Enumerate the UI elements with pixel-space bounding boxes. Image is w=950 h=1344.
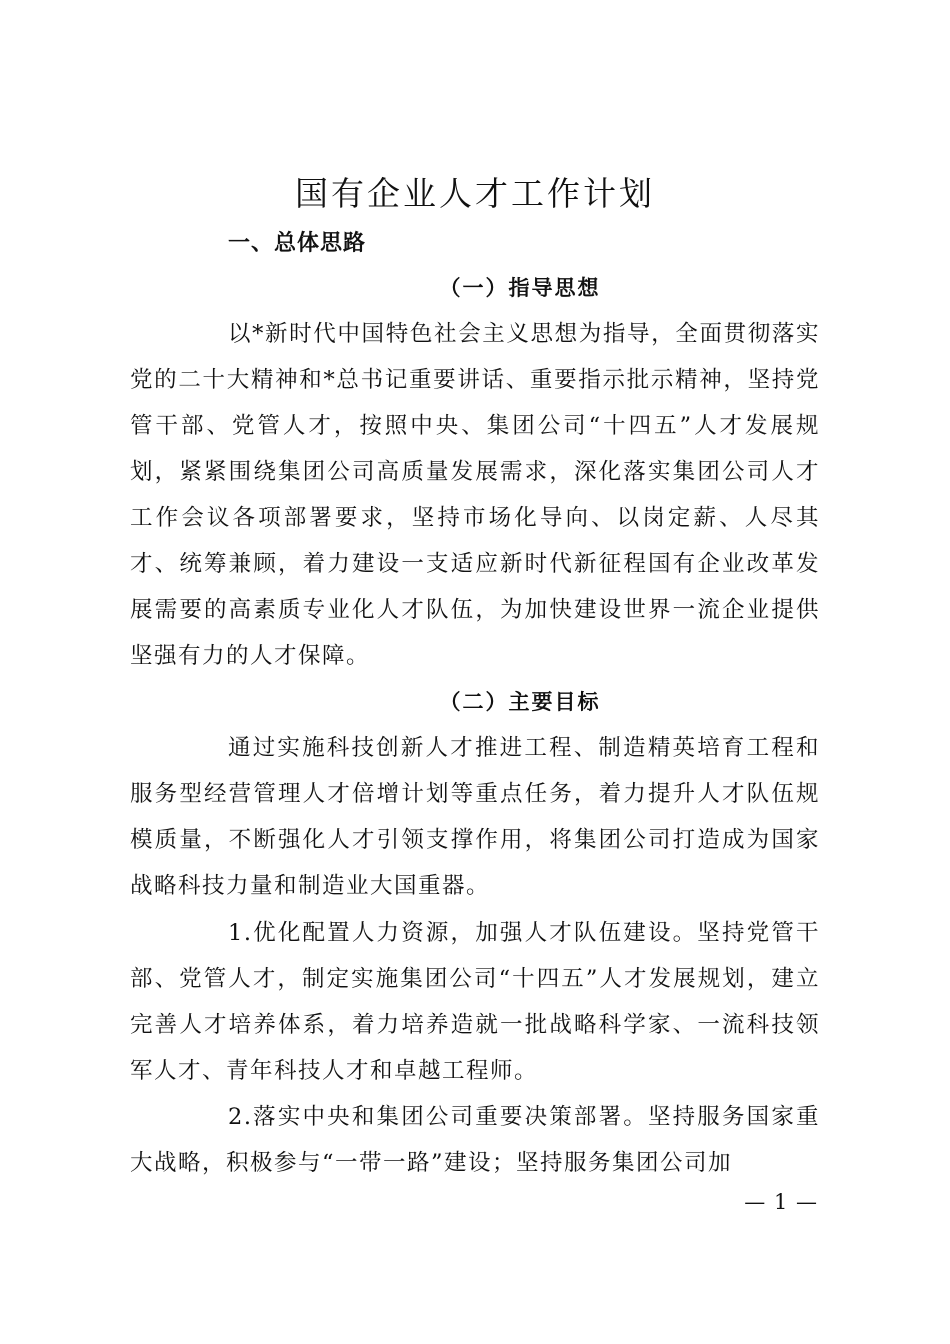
subsection-heading-guiding-ideology: （一）指导思想 <box>439 275 601 300</box>
paragraph-guiding-ideology: 以*新时代中国特色社会主义思想为指导，全面贯彻落实党的二十大精神和*总书记重要讲话、重要指示批示精神，坚持党管干部、党管人才，按照中央、集团公司“十四五”人才发展规划，紧紧围绕集团公司高质量发展需求，深化落实集团公司人才工作会议各项部署要求，坚持市场化导向、以岗定薪、人尽其才、统筹兼顾，着力建设一支适应新时代新征程国有企业改革发展需要的高素质专业化人才队伍，为加快建设世界一流企业提供坚强有力的人才保障。 <box>130 321 820 669</box>
page-number: — 1 — <box>744 1190 818 1214</box>
section-heading-overall-approach: 一、总体思路 <box>228 231 367 256</box>
list-item-goal-1: 1.优化配置人力资源，加强人才队伍建设。坚持党管干部、党管人才，制定实施集团公司“十四五”人才发展规划，建立完善人才培养体系，着力培养造就一批战略科学家、一流科技领军人才、青年科技人才和卓越工程师。 <box>130 920 820 1084</box>
list-item-goal-2: 2.落实中央和集团公司重要决策部署。坚持服务国家重大战略，积极参与“一带一路”建设；坚持服务集团公司加 <box>130 1104 820 1176</box>
document-title: 国有企业人才工作计划 <box>295 174 655 213</box>
subsection-heading-main-goals: （二）主要目标 <box>439 689 601 714</box>
paragraph-main-goals: 通过实施科技创新人才推进工程、制造精英培育工程和服务型经营管理人才倍增计划等重点任务，着力提升人才队伍规模质量，不断强化人才引领支撑作用，将集团公司打造成为国家战略科技力量和制造业大国重器。 <box>130 735 820 899</box>
